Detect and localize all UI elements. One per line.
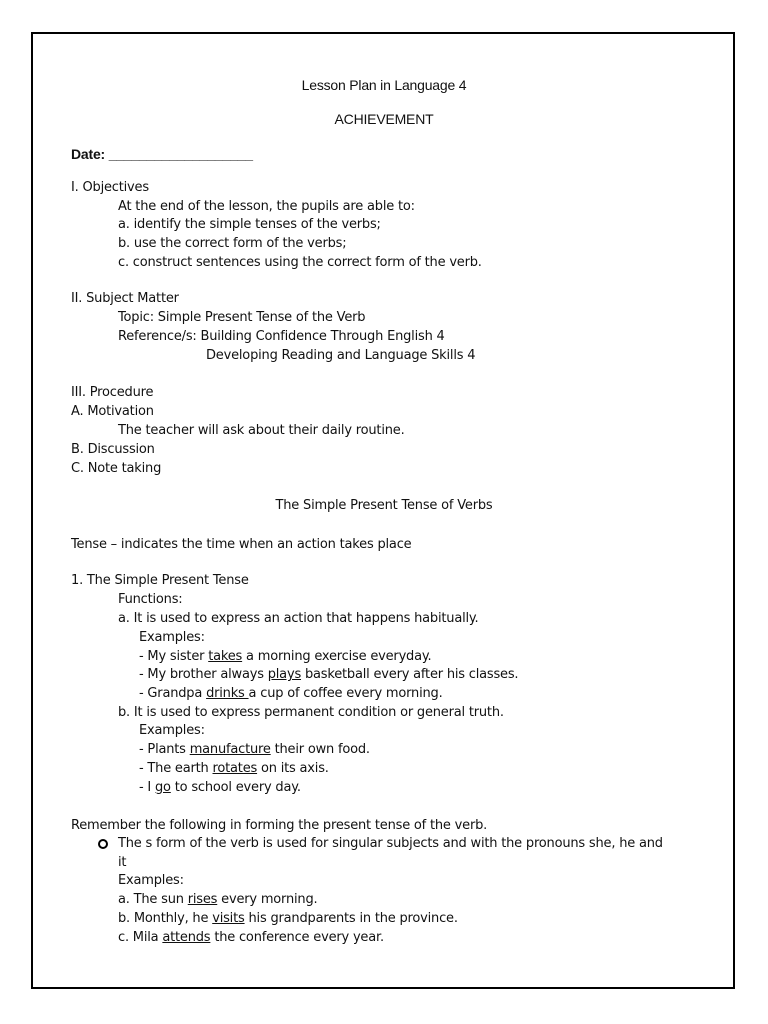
objectives-heading: I. Objectives <box>71 180 149 195</box>
example-sentence: b. Monthly, he visits his grandparents in the province. <box>118 911 458 926</box>
examples-label: Examples: <box>139 630 205 645</box>
subject-reference: Reference/s: Building Confidence Through English 4 <box>118 329 445 344</box>
example-sentence: - My sister takes a morning exercise everyday. <box>139 649 432 664</box>
examples-label: Examples: <box>118 873 184 888</box>
document-subtitle: ACHIEVEMENT <box>334 111 434 127</box>
objectives-intro: At the end of the lesson, the pupils are able to: <box>118 199 415 214</box>
objective-item: a. identify the simple tenses of the verbs; <box>118 217 381 232</box>
example-sentence: - My brother always plays basketball every after his classes. <box>139 667 519 682</box>
subject-matter-heading: II. Subject Matter <box>71 291 179 306</box>
motivation-text: The teacher will ask about their daily routine. <box>118 423 405 438</box>
section-heading: 1. The Simple Present Tense <box>71 573 249 588</box>
example-sentence: - I go to school every day. <box>139 780 301 795</box>
procedure-heading: III. Procedure <box>71 385 154 400</box>
objective-item: c. construct sentences using the correct form of the verb. <box>118 255 482 270</box>
tense-definition: Tense – indicates the time when an action takes place <box>71 537 412 552</box>
example-sentence: a. The sun rises every morning. <box>118 892 318 907</box>
objective-item: b. use the correct form of the verbs; <box>118 236 347 251</box>
example-sentence: - The earth rotates on its axis. <box>139 761 329 776</box>
circle-bullet-icon <box>98 839 108 849</box>
example-sentence: - Grandpa drinks a cup of coffee every morning. <box>139 686 443 701</box>
function-b: b. It is used to express permanent condition or general truth. <box>118 705 504 720</box>
subject-topic: Topic: Simple Present Tense of the Verb <box>118 310 366 325</box>
procedure-note-taking: C. Note taking <box>71 461 162 476</box>
function-a: a. It is used to express an action that happens habitually. <box>118 611 479 626</box>
example-sentence: - Plants manufacture their own food. <box>139 742 370 757</box>
procedure-motivation: A. Motivation <box>71 404 154 419</box>
functions-label: Functions: <box>118 592 183 607</box>
remember-intro: Remember the following in forming the present tense of the verb. <box>71 818 488 833</box>
procedure-discussion: B. Discussion <box>71 442 155 457</box>
date-label: Date: ___________________ <box>71 146 253 162</box>
examples-label: Examples: <box>139 723 205 738</box>
document-title: Lesson Plan in Language 4 <box>301 77 467 93</box>
example-sentence: c. Mila attends the conference every year. <box>118 930 384 945</box>
rule-text-continued: it <box>118 855 127 870</box>
notes-title: The Simple Present Tense of Verbs <box>275 498 493 513</box>
subject-reference-2: Developing Reading and Language Skills 4 <box>206 348 476 363</box>
rule-text: The s form of the verb is used for singular subjects and with the pronouns she, he and <box>118 836 663 851</box>
